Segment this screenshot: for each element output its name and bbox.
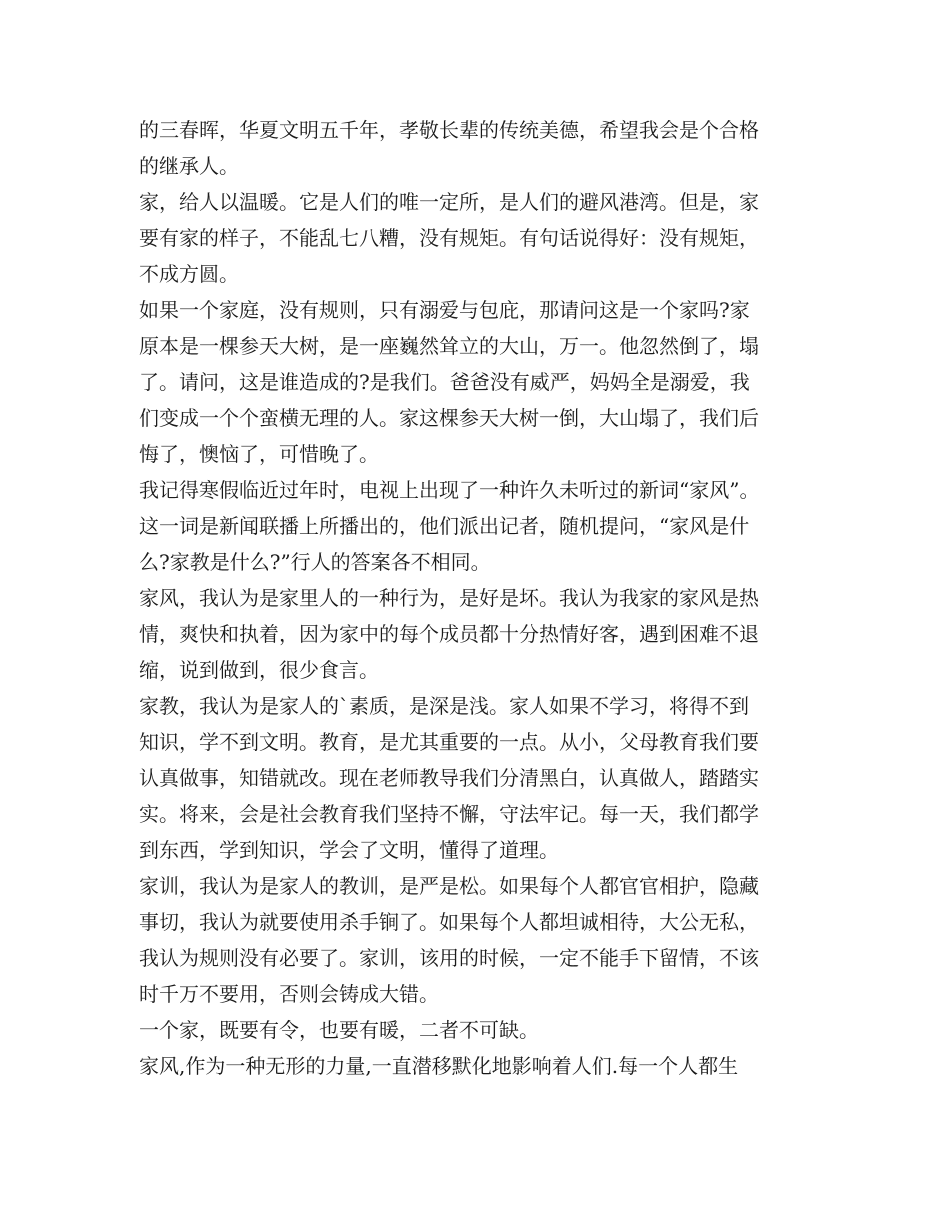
text-line: 知识，学不到文明。教育，是尤其重要的一点。从小，父母教育我们要 [139, 730, 759, 754]
text-line: 家，给人以温暖。它是人们的唯一定所，是人们的避风港湾。但是，家 [139, 190, 759, 214]
text-line: 家教，我认为是家人的`素质，是深是浅。家人如果不学习，将得不到 [139, 694, 749, 718]
text-line: 实。将来，会是社会教育我们坚持不懈，守法牢记。每一天，我们都学 [139, 802, 759, 826]
essay-body [139, 112, 829, 1084]
text-line: 的继承人。 [139, 154, 239, 178]
text-line: 情，爽快和执着，因为家中的每个成员都十分热情好客，遇到困难不退 [139, 622, 759, 646]
text-line: 么?家教是什么?”行人的答案各不相同。 [139, 550, 491, 574]
text-line: 事切，我认为就要使用杀手锏了。如果每个人都坦诚相待，大公无私， [139, 910, 759, 934]
text-line: 到东西，学到知识，学会了文明，懂得了道理。 [139, 838, 559, 862]
text-line: 原本是一棵参天大树，是一座巍然耸立的大山，万一。他忽然倒了，塌 [139, 334, 759, 358]
text-line: 不成方圆。 [139, 262, 239, 286]
text-line: 家风,作为一种无形的力量,一直潜移默化地影响着人们.每一个人都生 [139, 1054, 739, 1078]
text-line: 时千万不要用，否则会铸成大错。 [139, 982, 439, 1006]
text-line: 了。请问，这是谁造成的?是我们。爸爸没有威严，妈妈全是溺爱，我 [139, 370, 750, 394]
text-line: 一个家，既要有令，也要有暖，二者不可缺。 [139, 1018, 539, 1042]
text-line: 家风，我认为是家里人的一种行为，是好是坏。我认为我家的家风是热 [139, 586, 759, 610]
text-line: 我认为规则没有必要了。家训，该用的时候，一定不能手下留情，不该 [139, 946, 759, 970]
text-line: 我记得寒假临近过年时，电视上出现了一种许久未听过的新词“家风”。 [139, 478, 760, 502]
text-line: 悔了，懊恼了，可惜晚了。 [139, 442, 379, 466]
text-line: 认真做事，知错就改。现在老师教导我们分清黑白，认真做人，踏踏实 [139, 766, 759, 790]
text-line: 家训，我认为是家人的教训，是严是松。如果每个人都官官相护，隐藏 [139, 874, 759, 898]
text-line: 缩，说到做到，很少食言。 [139, 658, 379, 682]
text-line: 要有家的样子，不能乱七八糟，没有规矩。有句话说得好：没有规矩， [139, 226, 759, 250]
text-line: 的三春晖，华夏文明五千年，孝敬长辈的传统美德，希望我会是个合格 [139, 118, 759, 142]
text-line: 们变成一个个蛮横无理的人。家这棵参天大树一倒，大山塌了，我们后 [139, 406, 759, 430]
text-line: 这一词是新闻联播上所播出的，他们派出记者，随机提问，“家风是什 [139, 514, 750, 538]
text-line: 如果一个家庭，没有规则，只有溺爱与包庇，那请问这是一个家吗?家 [139, 298, 750, 322]
